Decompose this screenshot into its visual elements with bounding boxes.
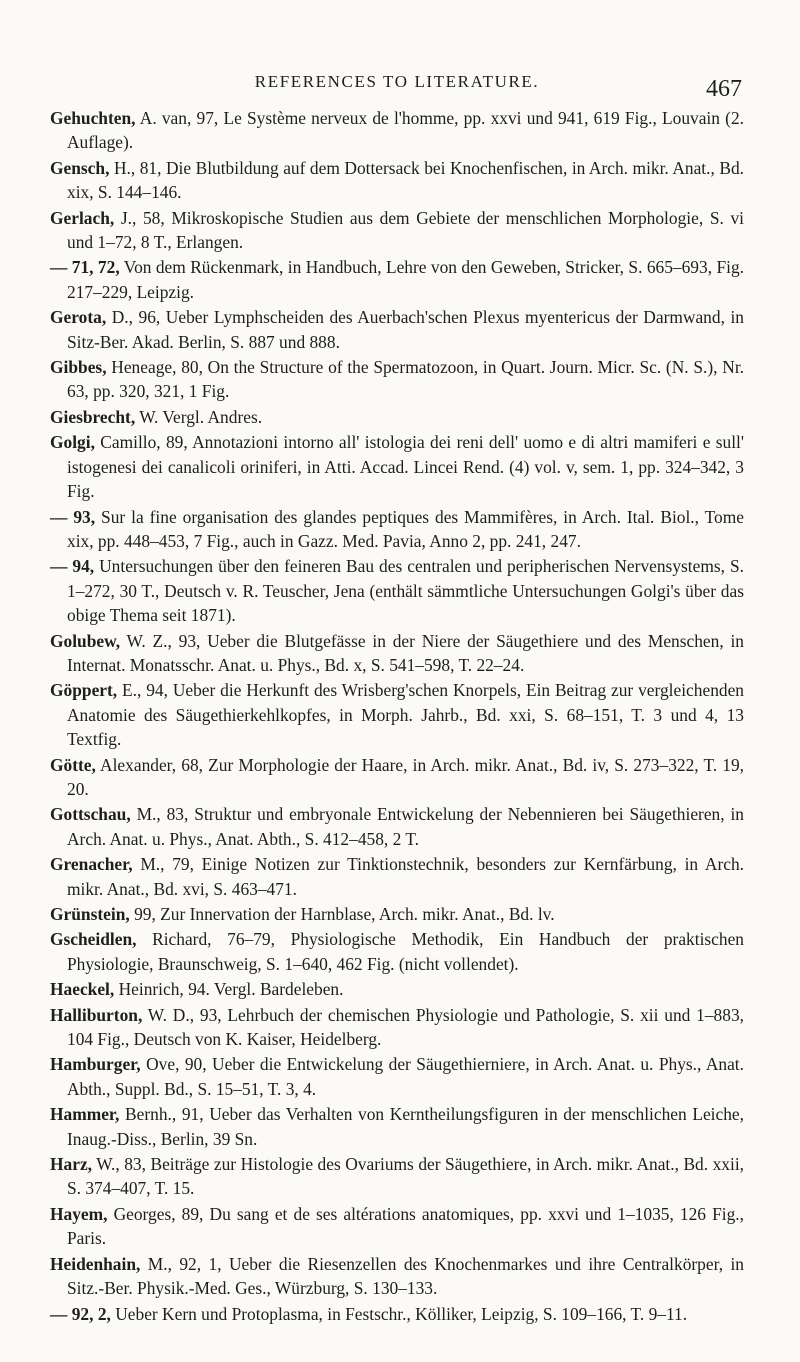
- reference-author: Gibbes,: [50, 357, 107, 378]
- reference-text: Richard, 76–79, Physiologische Methodik, Ein Handbuch der praktischen Physiologie, Braunschweig, S. 1–640, 462 Fig. (nicht vollendet).: [67, 929, 744, 974]
- reference-text: Ove, 90, Ueber die Entwickelung der Säugethierniere, in Arch. Anat. u. Phys., Anat. Abth., Suppl. Bd., S. 15–51, T. 3, 4.: [67, 1054, 744, 1099]
- reference-author: Gerota,: [50, 307, 107, 328]
- reference-text: Von dem Rückenmark, in Handbuch, Lehre von den Geweben, Stricker, S. 665–693, Fig. 217–229, Leipzig.: [67, 257, 744, 302]
- reference-entry: [50, 305, 744, 354]
- reference-author: Halliburton,: [50, 1004, 143, 1025]
- page-number: 467: [706, 76, 742, 102]
- reference-text: W., 83, Beiträge zur Histologie des Ovariums der Säugethiere, in Arch. mikr. Anat., Bd. xxii, S. 374–407, T. 15.: [67, 1154, 744, 1199]
- reference-author: Gensch,: [50, 157, 110, 178]
- reference-entry: [50, 1152, 744, 1201]
- reference-author: Harz,: [50, 1154, 93, 1175]
- reference-text: A. van, 97, Le Système nerveux de l'homme, pp. xxvi und 941, 619 Fig., Louvain (2. Auflage).: [67, 108, 744, 153]
- reference-entry: [50, 1052, 744, 1101]
- reference-author: Golubew,: [50, 630, 121, 651]
- reference-entry: [50, 430, 744, 503]
- reference-author: Hayem,: [50, 1203, 108, 1224]
- reference-entry: [50, 1302, 744, 1326]
- reference-text: W. Vergl. Andres.: [135, 406, 263, 427]
- reference-text: Heneage, 80, On the Structure of the Spermatozoon, in Quart. Journ. Micr. Sc. (N. S.), Nr. 63, pp. 320, 321, 1 Fig.: [67, 357, 744, 402]
- reference-text: J., 58, Mikroskopische Studien aus dem Gebiete der menschlichen Morphologie, S. vi und 1–72, 8 T., Erlangen.: [67, 207, 744, 253]
- reference-entry: [50, 678, 744, 751]
- reference-author: Gehuchten,: [50, 108, 136, 128]
- reference-entry: [50, 852, 744, 901]
- reference-author: Götte,: [50, 754, 96, 775]
- reference-text: M., 79, Einige Notizen zur Tinktionstechnik, besonders zur Kernfärbung, in Arch. mikr. Anat., Bd. xvi, S. 463–471.: [67, 854, 744, 899]
- reference-author: Gerlach,: [50, 207, 115, 228]
- reference-continuation: — 92, 2,: [50, 1303, 111, 1324]
- page-header: [50, 72, 744, 102]
- reference-text: E., 94, Ueber die Herkunft des Wrisberg'schen Knorpels, Ein Beitrag zur vergleichenden Anatomie des Säugethierkehlkopfes, in Morph. Jahrb., Bd. xxi, S. 68–151, T. 3 und 4, 13 Textfig.: [67, 680, 744, 750]
- reference-entry: [50, 355, 744, 404]
- reference-text: Sur la fine organisation des glandes peptiques des Mammifères, in Arch. Ital. Biol., Tome xix, pp. 448–453, 7 Fig., auch in Gazz. Med. Pavia, Anno 2, pp. 241, 247.: [67, 506, 744, 551]
- running-head: REFERENCES TO LITERATURE.: [254, 72, 540, 91]
- reference-author: Hammer,: [50, 1104, 120, 1125]
- reference-author: Grenacher,: [50, 854, 133, 875]
- reference-entry: [50, 802, 744, 851]
- reference-author: Giesbrecht,: [50, 406, 136, 427]
- reference-text: W. Z., 93, Ueber die Blutgefässe in der Niere der Säugethiere und des Menschen, in Internat. Monatsschr. Anat. u. Phys., Bd. x, S. 541–598, T. 22–24.: [67, 630, 744, 675]
- reference-entry: [50, 206, 744, 255]
- reference-text: Bernh., 91, Ueber das Verhalten von Kerntheilungsfiguren in der menschlichen Leiche, Inaug.-Diss., Berlin, 39 Sn.: [67, 1104, 744, 1149]
- reference-entry: [50, 927, 744, 976]
- reference-entry: [50, 1003, 744, 1052]
- reference-text: D., 96, Ueber Lymphscheiden des Auerbach'schen Plexus myentericus der Darmwand, in Sitz-Ber. Akad. Berlin, S. 887 und 888.: [67, 307, 744, 352]
- reference-text: Untersuchungen über den feineren Bau des centralen und peripherischen Nervensystems, S. 1–272, 30 T., Deutsch v. R. Teuscher, Jena (enthält sämmtliche Untersuchungen Golgi's über das obige Thema seit 1871).: [67, 556, 744, 626]
- reference-text: Ueber Kern und Protoplasma, in Festschr., Kölliker, Leipzig, S. 109–166, T. 9–11.: [110, 1303, 688, 1324]
- reference-text: Heinrich, 94. Vergl. Bardeleben.: [114, 979, 344, 1000]
- reference-author: Hamburger,: [50, 1054, 141, 1075]
- reference-author: Gscheidlen,: [50, 929, 137, 950]
- reference-text: M., 92, 1, Ueber die Riesenzellen des Knochenmarkes und ihre Centralkörper, in Sitz.-Ber. Physik.-Med. Ges., Würzburg, S. 130–133.: [67, 1253, 744, 1299]
- reference-list: [50, 106, 744, 1326]
- reference-author: Golgi,: [50, 432, 95, 453]
- reference-entry: [50, 902, 744, 926]
- reference-entry: [50, 753, 744, 802]
- reference-text: H., 81, Die Blutbildung auf dem Dottersack bei Knochenfischen, in Arch. mikr. Anat., Bd. xix, S. 144–146.: [67, 157, 744, 203]
- reference-entry: [50, 405, 744, 429]
- reference-entry: [50, 554, 744, 627]
- reference-entry: [50, 977, 744, 1001]
- reference-continuation: — 71, 72,: [50, 257, 120, 278]
- reference-author: Gottschau,: [50, 804, 131, 825]
- reference-text: Georges, 89, Du sang et de ses altérations anatomiques, pp. xxvi und 1–1035, 126 Fig., Paris.: [67, 1203, 744, 1249]
- reference-author: Haeckel,: [50, 979, 115, 1000]
- reference-entry: [50, 156, 744, 205]
- reference-text: Camillo, 89, Annotazioni intorno all' istologia dei reni dell' uomo e di altri mamiferi e sull' istogenesi dei canalicoli oriniferi, in Atti. Accad. Lincei Rend. (4) vol. v, sem. 1, pp. 324–342, 3 Fig.: [67, 432, 744, 502]
- reference-continuation: — 94,: [50, 556, 95, 577]
- reference-entry: [50, 106, 744, 155]
- reference-entry: [50, 629, 744, 678]
- reference-author: Grünstein,: [50, 904, 130, 924]
- reference-entry: [50, 1252, 744, 1301]
- reference-text: 99, Zur Innervation der Harnblase, Arch. mikr. Anat., Bd. lv.: [129, 904, 555, 924]
- reference-text: W. D., 93, Lehrbuch der chemischen Physiologie und Pathologie, S. xii und 1–883, 104 Fig., Deutsch von K. Kaiser, Heidelberg.: [67, 1004, 744, 1050]
- reference-entry: [50, 1102, 744, 1151]
- reference-entry: [50, 505, 744, 554]
- reference-continuation: — 93,: [50, 506, 96, 527]
- reference-text: M., 83, Struktur und embryonale Entwickelung der Nebennieren bei Säugethieren, in Arch. Anat. u. Phys., Anat. Abth., S. 412–458, 2 T.: [67, 804, 744, 849]
- reference-entry: [50, 1202, 744, 1251]
- reference-author: Heidenhain,: [50, 1253, 141, 1274]
- reference-author: Göppert,: [50, 680, 118, 701]
- reference-text: Alexander, 68, Zur Morphologie der Haare, in Arch. mikr. Anat., Bd. iv, S. 273–322, T. 19, 20.: [67, 754, 744, 799]
- reference-entry: [50, 255, 744, 304]
